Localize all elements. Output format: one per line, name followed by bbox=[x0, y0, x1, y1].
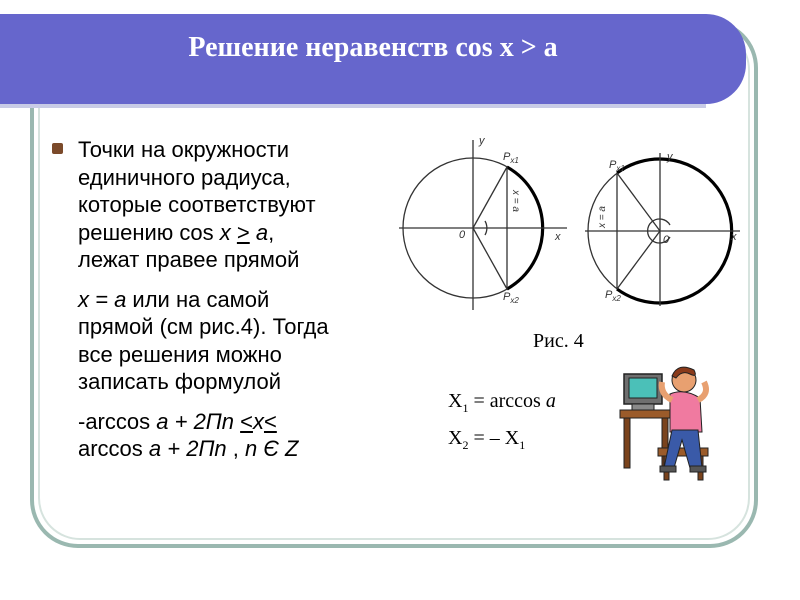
slide-title-text: Решение неравенств cos x > a bbox=[188, 32, 558, 63]
text-span: > bbox=[236, 219, 250, 245]
text-line: единичного радиуса, bbox=[78, 164, 291, 190]
text-span: 1 bbox=[519, 438, 526, 452]
title-underline bbox=[0, 104, 706, 108]
text-line: прямой (см рис.4). Тогда bbox=[78, 314, 329, 339]
radius-left-2 bbox=[473, 228, 507, 289]
text-span: a bbox=[255, 219, 269, 245]
text-span: , bbox=[268, 219, 275, 245]
radius-left-1 bbox=[473, 167, 507, 228]
text-span: или на самой bbox=[126, 286, 270, 312]
label-x-right: x bbox=[731, 231, 737, 243]
label-y-right: y bbox=[667, 151, 673, 163]
text-span: -arccos bbox=[78, 408, 157, 434]
label-px1-left: $P_{x1}$ bbox=[503, 151, 519, 165]
text-line: все решения можно bbox=[78, 341, 282, 367]
text-span: решению cos bbox=[78, 219, 220, 245]
text-span: X bbox=[448, 427, 463, 449]
text-span: < bbox=[263, 408, 277, 434]
text-span: x = a bbox=[78, 286, 127, 312]
label-px2-right: $P_{x2}$ bbox=[605, 289, 621, 303]
unit-circle-figure bbox=[395, 128, 755, 323]
text-span: , bbox=[226, 436, 245, 461]
text-line bbox=[78, 408, 418, 436]
text-line: Точки на окружности bbox=[78, 137, 290, 162]
formula-x1 bbox=[448, 386, 556, 423]
radius-right-1 bbox=[617, 173, 660, 231]
text-line: которые соответствуют bbox=[78, 192, 316, 217]
text-line: лежат правее прямой bbox=[78, 247, 300, 272]
radius-right-2 bbox=[617, 231, 660, 289]
formula-x2 bbox=[448, 423, 556, 460]
label-px2-left: $P_{x2}$ bbox=[503, 291, 519, 305]
label-origin-right: 0 bbox=[663, 234, 670, 246]
text-span: a bbox=[545, 390, 556, 412]
text-span: 1 bbox=[462, 401, 469, 415]
text-span: X bbox=[448, 390, 463, 412]
figure-caption: Рис. 4 bbox=[533, 330, 584, 352]
formula-block bbox=[448, 386, 556, 460]
label-x-left: x bbox=[555, 231, 561, 243]
slide-title bbox=[0, 32, 746, 64]
label-origin-left: 0 bbox=[459, 229, 466, 241]
text-span: + 2Пn bbox=[161, 436, 227, 461]
person-at-computer-icon bbox=[618, 360, 730, 482]
text-span: = – X bbox=[468, 427, 520, 449]
label-xa-left: x = a bbox=[510, 190, 521, 212]
text-line: записать формулой bbox=[78, 369, 281, 394]
text-span: = arccos bbox=[468, 390, 546, 412]
body-text bbox=[78, 136, 418, 463]
label-y-left: y bbox=[479, 135, 485, 147]
text-line bbox=[78, 219, 418, 247]
text-span: n Є Z bbox=[245, 436, 299, 461]
text-span: + 2Пn bbox=[168, 408, 241, 434]
text-line bbox=[78, 286, 418, 314]
text-span: x bbox=[219, 219, 231, 245]
text-span: 2 bbox=[462, 438, 469, 452]
text-span: < bbox=[240, 408, 253, 434]
text-span: arccos bbox=[78, 436, 149, 461]
bullet-icon bbox=[52, 143, 63, 154]
text-span: a bbox=[148, 436, 162, 461]
label-xa-right: x = a bbox=[597, 206, 608, 228]
text-span: x bbox=[252, 408, 264, 434]
label-px1-right: $P_{x1}$ bbox=[609, 159, 625, 173]
text-line bbox=[78, 435, 418, 463]
text-span: a bbox=[156, 408, 169, 434]
